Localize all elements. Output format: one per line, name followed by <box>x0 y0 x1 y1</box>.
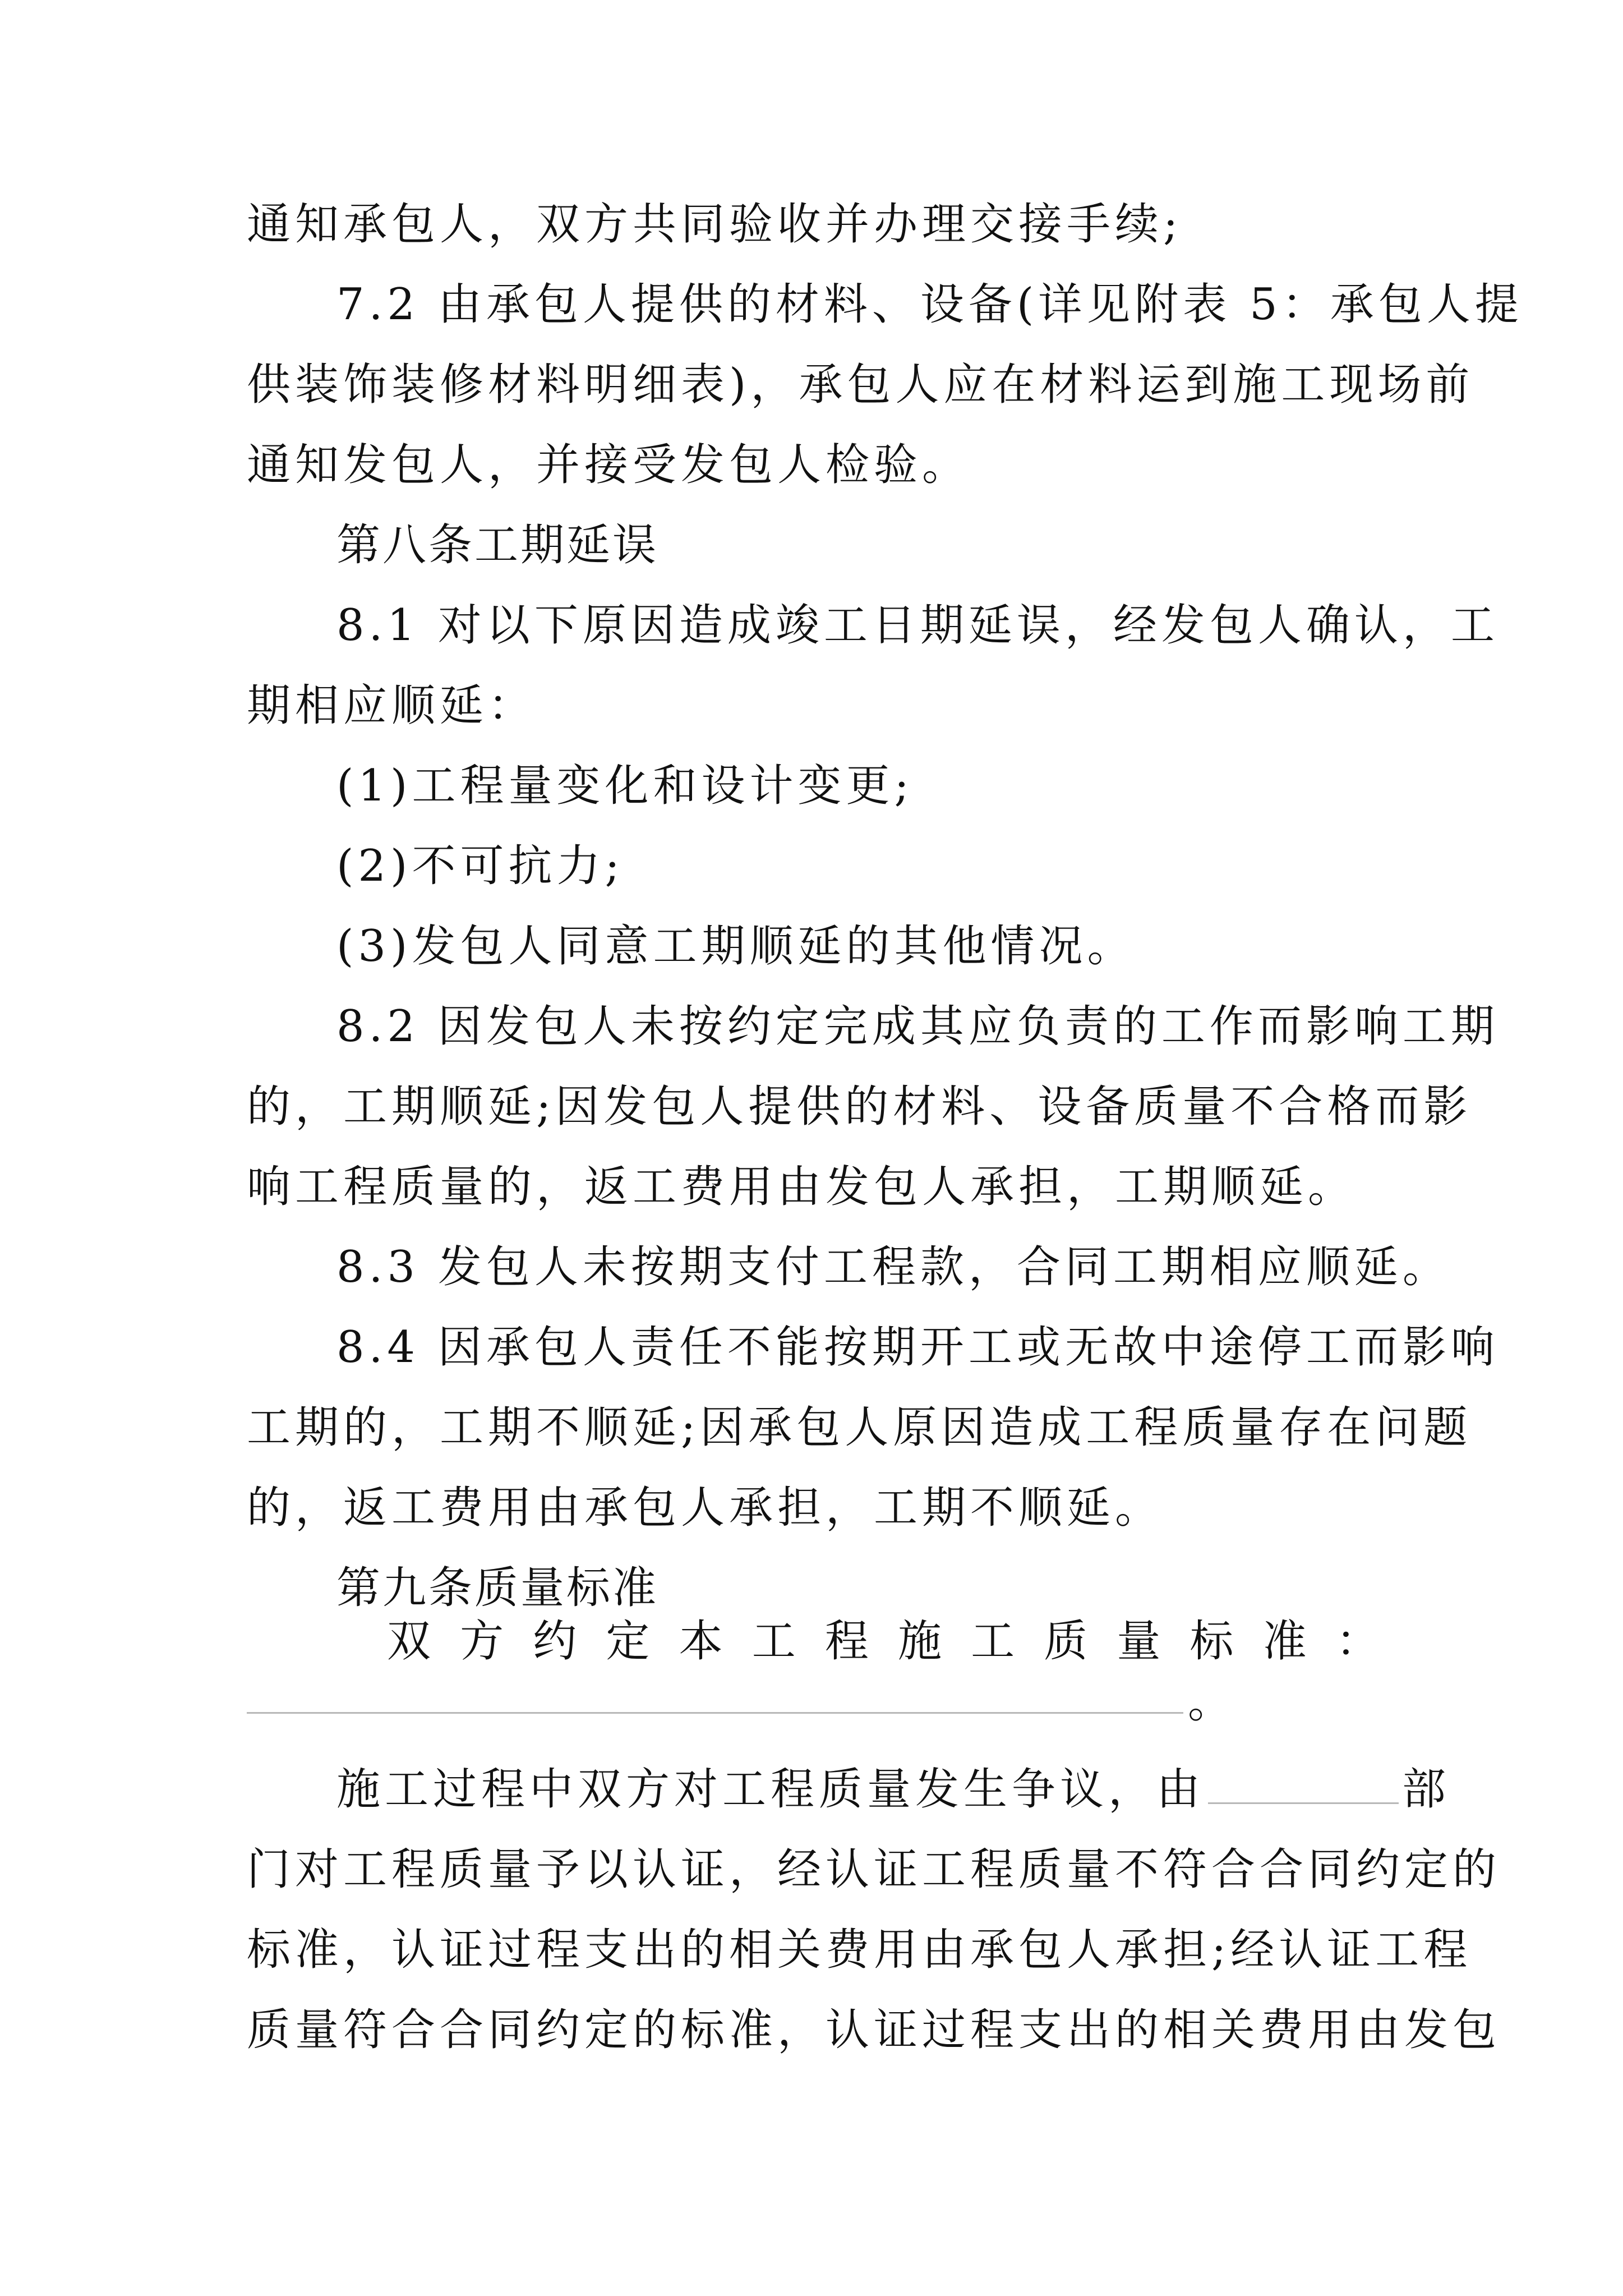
quality-char: 程 <box>824 1616 869 1667</box>
clause-8-4-line-1: 8.4 因承包人责任不能按期开工或无故中途停工而影响 <box>336 1322 1499 1373</box>
dispute-line-3: 标准，认证过程支出的相关费用由承包人承担;经认证工程 <box>247 1925 1472 1975</box>
list-item-2: (2)不可抗力; <box>336 841 624 891</box>
quality-char: 约 <box>533 1616 577 1667</box>
quality-char: 量 <box>1117 1616 1161 1667</box>
text-line-1: 通知承包人，双方共同验收并办理交接手续; <box>247 199 1183 250</box>
quality-char: 工 <box>751 1616 796 1667</box>
clause-8-4-line-2: 工期的，工期不顺延;因承包人原因造成工程质量存在问题 <box>247 1402 1472 1453</box>
article-8-heading: 第八条工期延误 <box>336 520 659 570</box>
list-item-1: (1)工程量变化和设计变更; <box>336 761 914 811</box>
quality-standard-blank <box>247 1712 1183 1714</box>
clause-8-2-line-2: 的，工期顺延;因发包人提供的材料、设备质量不合格而影 <box>247 1082 1472 1132</box>
quality-standard-period: 。 <box>1188 1677 1232 1728</box>
article-9-heading: 第九条质量标准 <box>336 1563 659 1613</box>
clause-8-2-line-3: 响工程质量的，返工费用由发包人承担，工期顺延。 <box>247 1162 1357 1212</box>
quality-char: 本 <box>679 1616 723 1667</box>
quality-char: 准 <box>1262 1616 1307 1667</box>
clause-8-4-line-3: 的，返工费用由承包人承担，工期不顺延。 <box>247 1483 1164 1533</box>
quality-char: 施 <box>897 1616 942 1667</box>
department-blank <box>1208 1769 1399 1804</box>
dispute-line-4: 质量符合合同约定的标准，认证过程支出的相关费用由发包 <box>247 2005 1501 2055</box>
quality-char: 双 <box>387 1616 431 1667</box>
list-item-3: (3)发包人同意工期顺延的其他情况。 <box>336 921 1136 972</box>
clause-8-2-line-1: 8.2 因发包人未按约定完成其应负责的工作而影响工期 <box>336 1001 1499 1052</box>
quality-char: 方 <box>460 1616 504 1667</box>
quality-char: 定 <box>606 1616 650 1667</box>
clause-8-1-line-2: 期相应顺延： <box>247 680 537 731</box>
dispute-line-1-text: 施工过程中双方对工程质量发生争议，由 <box>336 1764 1205 1815</box>
clause-7-2-line-1: 7.2 由承包人提供的材料、设备(详见附表 5：承包人提 <box>336 279 1523 330</box>
quality-char: 工 <box>971 1616 1015 1667</box>
quality-char: ： <box>1335 1616 1380 1667</box>
clause-8-3-line-1: 8.3 发包人未按期支付工程款，合同工期相应顺延。 <box>336 1242 1451 1292</box>
quality-char: 标 <box>1189 1616 1234 1667</box>
clause-7-2-line-2: 供装饰装修材料明细表)，承包人应在材料运到施工现场前 <box>247 360 1474 410</box>
clause-7-2-line-3: 通知发包人，并接受发包人检验。 <box>247 440 971 490</box>
quality-char: 质 <box>1044 1616 1088 1667</box>
quality-standard-line <box>387 1613 1380 1669</box>
clause-8-1-line-1: 8.1 对以下原因造成竣工日期延误，经发包人确认，工 <box>336 600 1499 651</box>
dispute-line-2: 门对工程质量予以认证，经认证工程质量不符合合同约定的 <box>247 1844 1501 1895</box>
dispute-line-1 <box>336 1761 1451 1818</box>
dispute-line-1-end: 部 <box>1402 1764 1451 1815</box>
